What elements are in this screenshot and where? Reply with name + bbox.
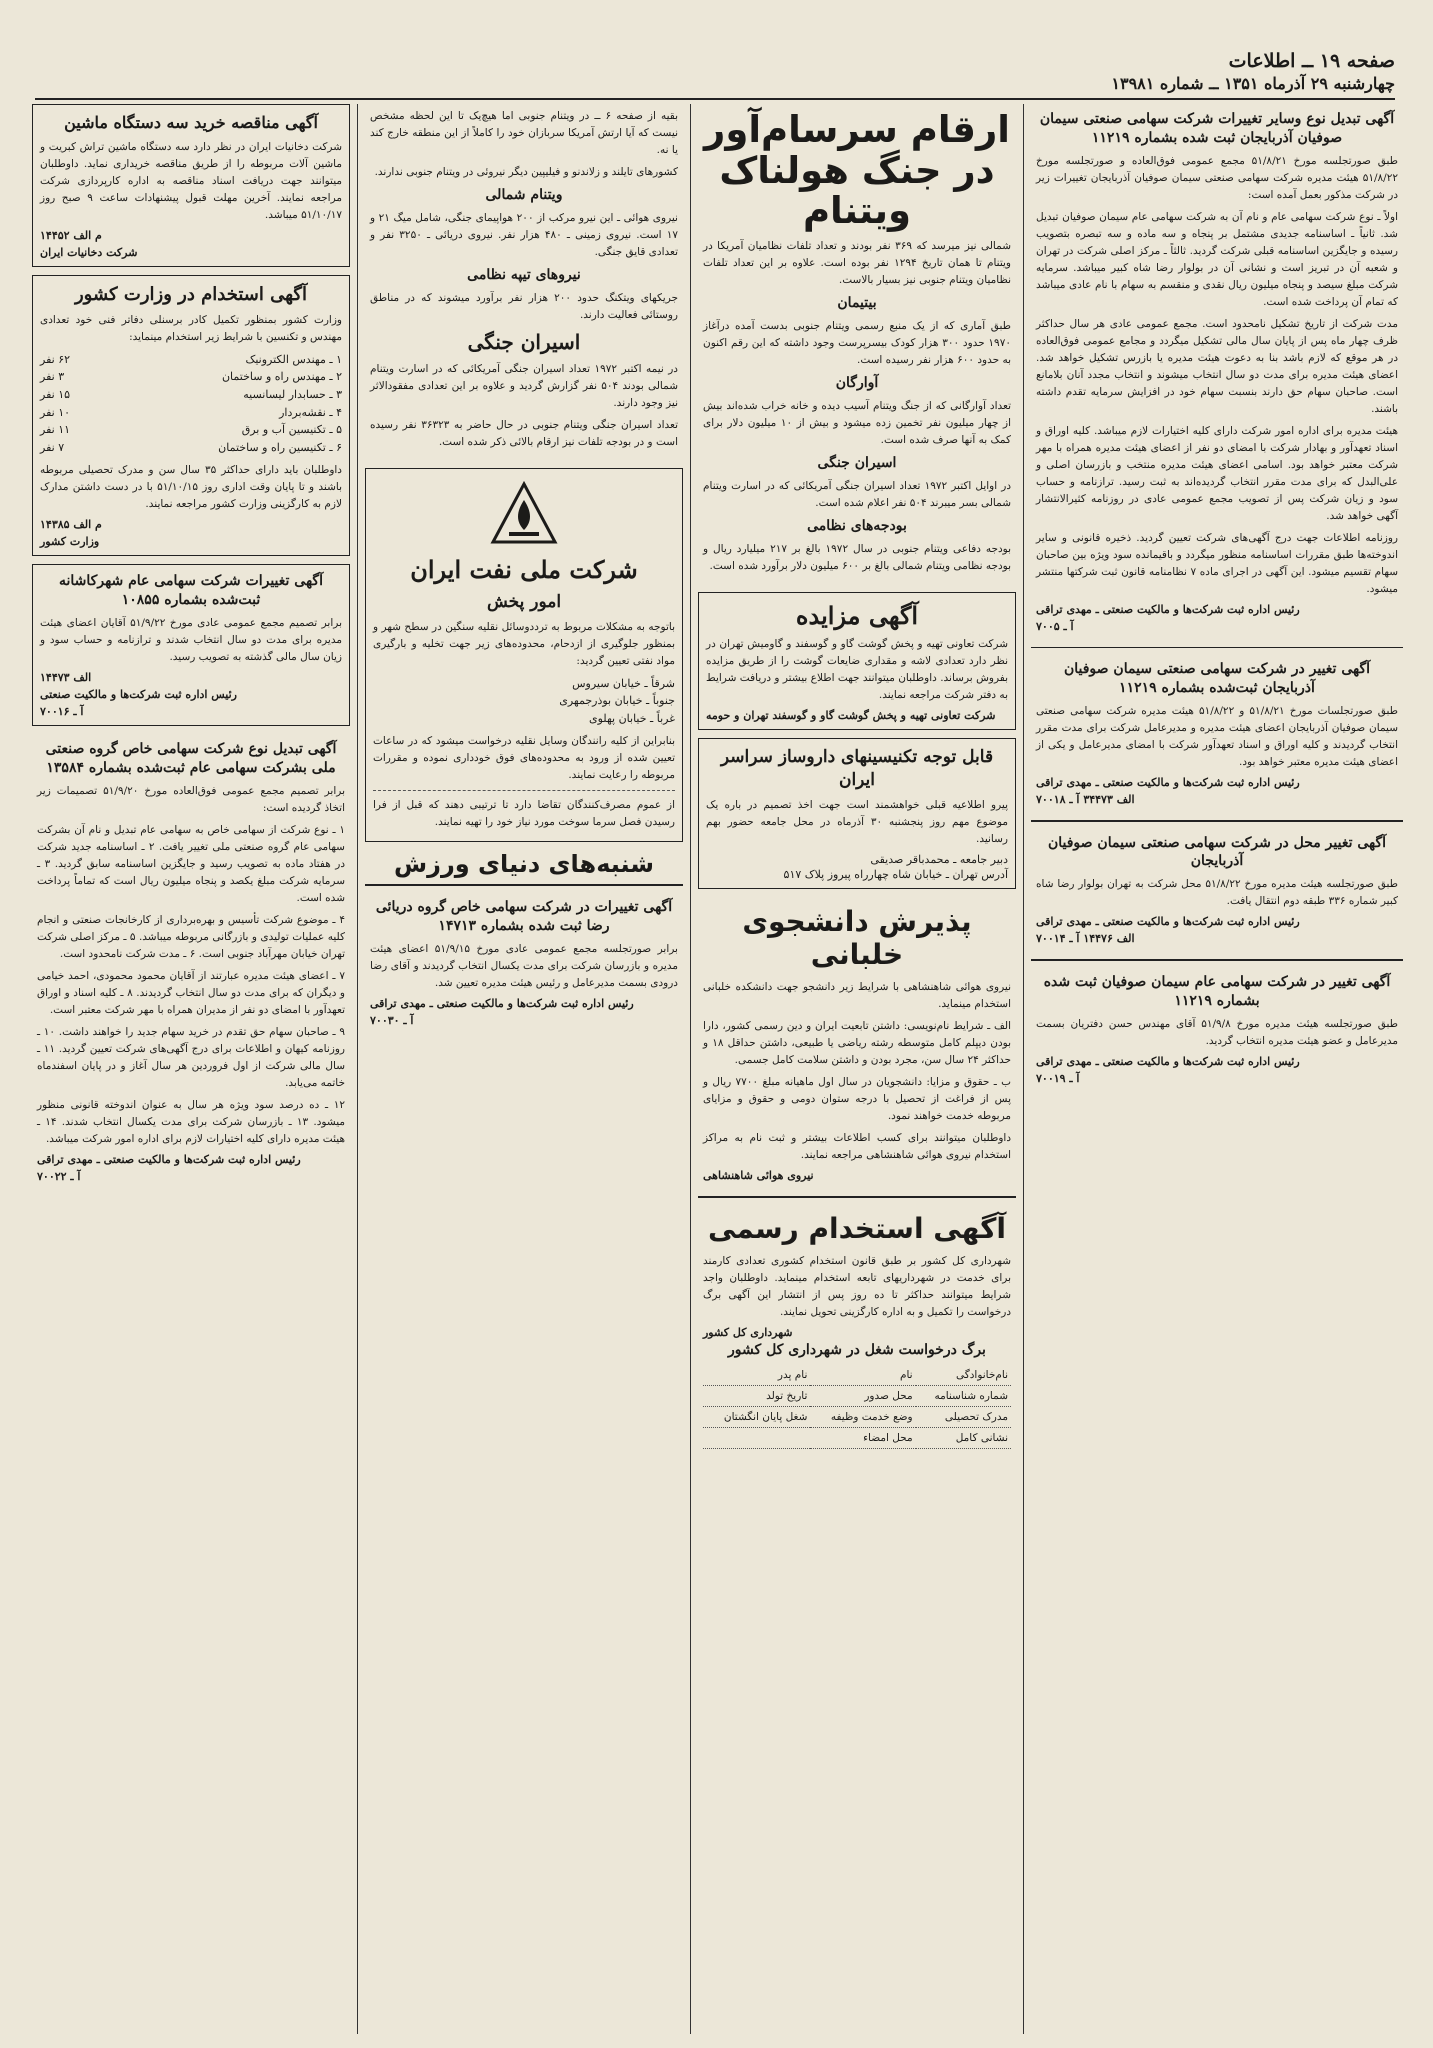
- ad-text: وزارت کشور بمنظور تکمیل کادر برسنلی دفاتر فنی خود تعدادی مهندس و تکنسین با شرایط زیر استخدام مینماید:: [40, 313, 342, 343]
- list-item: [40, 386, 342, 404]
- ad-title: آگهی استخدام در وزارت کشور: [74, 283, 307, 305]
- form-title: برگ درخواست شغل در شهرداری کل کشور: [728, 1341, 986, 1358]
- column-rule: [690, 104, 691, 2034]
- ad-code: الف ۱۴۴۷۶ آ ـ ۷۰۰۱۴: [1036, 932, 1135, 946]
- ad-title: آگهی تغییرات شرکت سهامی عام شهرکاشانه ثبت‌شده بشماره ۱۰۸۵۵: [59, 573, 323, 609]
- ad-signature: رئیس اداره ثبت شرکت‌ها و مالکیت صنعتی ـ مهدی تراقی: [1036, 915, 1300, 929]
- page-number: صفحه ۱۹ ــ اطلاعات: [1228, 50, 1395, 72]
- ad-signature: رئیس اداره ثبت شرکت‌ها و مالکیت صنعتی ـ مهدی تراقی: [1036, 602, 1300, 616]
- ad-code: م الف ۱۴۴۵۲: [40, 228, 102, 242]
- article-subheading: ویتنام شمالی: [485, 187, 563, 203]
- ad-signature: رئیس اداره ثبت شرکت‌ها و مالکیت صنعتی ـ مهدی تراقی: [1036, 776, 1300, 790]
- divider: [373, 790, 675, 791]
- ad-kashaneh: [32, 564, 350, 726]
- article-text: شمالی نیز میرسد که ۳۶۹ نفر بودند و تعداد تلفات نظامیان آمریکا در ویتنام تا همان تاریخ ۱۲۹۴ نفر بوده است. علاوه بر این تعداد تلفات نظامیان ویتنام جنوبی نیز بسیار بالاست.: [703, 240, 1011, 287]
- ad-code: آ ـ ۷۰۰۱۹: [1036, 1071, 1080, 1085]
- ad-text: برابر صورتجلسه مجمع عمومی عادی مورخ ۵۱/۹/۱۵ اعضای هیئت مدیره و بازرسان شرکت برای مدت یکسال انتخاب گردیدند و آقای رضا درودی بسمت مدیرعامل و رئیس هیئت مدیره تعیین شد.: [370, 942, 678, 989]
- ad-text: داوطلبان باید دارای حداکثر ۳۵ سال سن و مدرک تحصیلی مربوطه باشند و تا پایان وقت اداری روز ۵۱/۱۰/۱۵ با در دست داشتن مدارک لازم به کارگزینی وزارت کشور مراجعه نمایند.: [40, 464, 342, 511]
- ad-signature: رئیس اداره ثبت شرکت‌ها و مالکیت صنعتی ـ مهدی تراقی: [370, 996, 634, 1010]
- ad-text: الف ـ شرایط نام‌نویسی: داشتن تابعیت ایران و دین رسمی کشور، دارا بودن دیپلم کامل متوسطه رشته ریاضی یا طبیعی، داشتن حداقل ۱۸ و حداکثر ۲۴ سال سن، مجرد بودن و داشتن سلامت کامل جسمی.: [703, 1020, 1011, 1067]
- position-count: ۶۲ نفر: [40, 352, 71, 366]
- position-count: ۱۰ نفر: [40, 405, 71, 419]
- form-field: نام پدر: [703, 1365, 810, 1386]
- form-field: نام‌خانوادگی: [916, 1365, 1011, 1386]
- ad-national-industrial: [32, 734, 350, 1189]
- column-center-left: [365, 104, 683, 2034]
- article-text: کشورهای تایلند و زلاندنو و فیلیپین دیگر نیروئی در ویتنام جنوبی ندارند.: [374, 166, 678, 178]
- ad-text: هیئت مدیره برای اداره امور شرکت دارای کلیه اختیارات لازم میباشد. کلیه اوراق و اسناد تعهدآور و بهادار شرکت با امضای دو نفر از اعضای هیئت مدیره همراه با مهر شرکت معتبر خواهد بود. اسامی اعضای هیئت مدیره منتخب و بازرسان اصلی و علی‌البدل که برای مدت مقرر انتخاب گردیده‌اند به ثبت رسید. ترازنامه و حساب سود و زیان شرکت پس از تصویب مجمع عمومی عادی در روزنامه کثیرالانتشار آگهی خواهد شد.: [1036, 424, 1398, 522]
- ad-signature: شرکت دخانیات ایران: [40, 245, 138, 259]
- ad-cement-location: [1031, 828, 1403, 952]
- list-item: غرباً ـ خیابان پهلوی: [589, 711, 675, 725]
- list-item: [40, 439, 342, 457]
- list-item: [40, 404, 342, 422]
- form-field: محل صدور: [810, 1385, 915, 1406]
- ad-text: شرکت تعاونی تهیه و پخش گوشت گاو و گوسفند و گاومیش تهران در نظر دارد تعدادی لاشه و مقداری ضایعات گوشت را از طریق مزایده بفروش برساند. داوطلبان میتوانند جهت اطلاع بیشتر و دریافت شرایط به دفتر شرکت مراجعه نمایند.: [706, 638, 1008, 702]
- form-field: شماره شناسنامه: [916, 1385, 1011, 1406]
- ad-address: آدرس تهران ـ خیابان شاه چهارراه پیروز پلاک ۵۱۷: [783, 868, 1008, 882]
- form-field: شغل پایان انگشتان: [703, 1406, 810, 1427]
- ad-subtitle: امور پخش: [486, 591, 562, 612]
- application-form: [703, 1365, 1011, 1449]
- article-text: نیروی هوائی ـ این نیرو مرکب از ۲۰۰ هواپیمای جنگی، شامل میگ ۲۱ و ۱۷ است. نیروی زمینی ـ ۴۸۰ هزار نفر. نیروی دریائی ـ ۳۲۵۰ نفر و تعدادی قایق جنگی.: [370, 211, 678, 258]
- divider: [1031, 647, 1403, 649]
- ad-code: آ ـ ۷۰۰۵: [1036, 619, 1074, 633]
- ad-code: آ ـ ۷۰۰۳۰: [370, 1013, 414, 1027]
- list-item: جنوباً ـ خیابان بوذرجمهری: [559, 694, 675, 708]
- article-text: بودجه دفاعی ویتنام جنوبی در سال ۱۹۷۲ بالغ بر ۲۱۷ میلیارد ریال و بودجه نظامی ویتنام شمالی بالغ بر ۶۰۰ میلیون دلار برآورد شده است.: [703, 542, 1011, 572]
- form-field: مدرک تحصیلی: [916, 1406, 1011, 1427]
- divider: [1031, 959, 1403, 961]
- ad-title: قابل توجه تکنیسینهای داروساز سراسر ایران: [720, 747, 994, 791]
- position-count: ۷ نفر: [40, 440, 65, 454]
- ad-text: داوطلبان میتوانند برای کسب اطلاعات بیشتر و ثبت نام به مراکز استخدام نیروی هوائی شاهنشاهی مراجعه نمایند.: [703, 1132, 1011, 1162]
- divider: [1031, 820, 1403, 822]
- ad-text: برابر تصمیم مجمع عمومی فوق‌العاده مورخ ۵۱/۹/۲۰ تصمیمات زیر اتخاذ گردیده است:: [37, 785, 345, 815]
- ad-code: الف ۳۴۴۷۳ آ ـ ۷۰۰۱۸: [1036, 793, 1135, 807]
- ad-text: ب ـ حقوق و مزایا: دانشجویان در سال اول ماهیانه مبلغ ۷۷۰۰ ریال و پس از فراغت از تحصیل با درجه ستوان دومی و حقوق و مزایای مربوطه خدمت خواهند نمود.: [703, 1076, 1011, 1123]
- ad-cement-change: [1031, 654, 1403, 812]
- article-subheading: آوارگان: [835, 374, 879, 391]
- ad-signature: رئیس اداره ثبت شرکت‌ها و مالکیت صنعتی ـ مهدی تراقی: [1036, 1054, 1300, 1068]
- boundary-list: [373, 675, 675, 728]
- ad-text: طبق صورتجلسه هیئت مدیره مورخ ۵۱/۹/۸ آقای مهندس حسن دفتریان بسمت مدیرعامل و عضو هیئت مدیره انتخاب گردید.: [1036, 1017, 1398, 1047]
- ad-text: اولاً ـ نوع شرکت سهامی عام و نام آن به شرکت سهامی عام سیمان صوفیان تبدیل شد. ثانیاً ـ اساسنامه جدیدی مشتمل بر پنجاه و سه ماده و سه تبصره بتصویب رسیده و جایگزین اساسنامه قبلی شرکت گردید. ثالثاً ـ مرکز اصلی شرکت در تهران و شعبه آن در تبریز است و نشانی آن در بولوار رضا شاه کبیر میباشد. سرمایه شرکت مبلغ سیصد و پنجاه میلیون ریال نقدی و منقسم به سهام با نام عادی میباشد که تمام آن پرداخت شده است.: [1036, 210, 1398, 308]
- divider: [365, 884, 683, 886]
- ad-title: آگهی مناقصه خرید سه دستگاه ماشین: [64, 113, 318, 132]
- ad-text: ۹ ـ صاحبان سهام حق تقدم در خرید سهام جدید را خواهند داشت. ۱۰ ـ روزنامه کیهان و اطلاعات برای درج آگهی‌های شرکت تعیین گردید. ۱۱ ـ سال مالی شرکت از اول فروردین هر سال آغاز و در پایان اسفندماه خاتمه می‌یابد.: [37, 1026, 345, 1090]
- column-left: [32, 104, 350, 2034]
- ad-title: پذیرش دانشجوی خلبانی: [742, 905, 972, 972]
- ad-title: آگهی تغییر محل در شرکت سهامی صنعتی سیمان صوفیان آذربایجان: [1047, 834, 1387, 870]
- ad-code: آ ـ ۷۰۰۲۲: [37, 1170, 81, 1184]
- ad-text: ۱۲ ـ ده درصد سود ویژه هر سال به عنوان اندوخته قانونی منظور میشود. ۱۳ ـ بازرسان شرکت برای مدت یکسال انتخاب شدند. ۱۴ ـ هیئت مدیره دارای کلیه اختیارات لازم برای اداره امور شرکت میباشد.: [37, 1099, 345, 1146]
- article-text: در نیمه اکتبر ۱۹۷۲ تعداد اسیران جنگی آمریکائی که در اسارت ویتنام شمالی بودند ۵۰۴ نفر گزارش گردید و علاوه بر این تعدادی مفقودالاثر نیز وجود دارند.: [370, 362, 678, 409]
- ad-title: آگهی مزایده: [795, 600, 919, 630]
- column-rule: [1023, 104, 1024, 2034]
- ad-reza-marine: [365, 892, 683, 1033]
- ad-official-hiring: [698, 1204, 1016, 1453]
- nioc-logo-icon: [489, 480, 559, 550]
- ad-signature: دبیر جامعه ـ محمدباقر صدیقی: [870, 853, 1008, 867]
- form-field: نام: [810, 1365, 915, 1386]
- article-subheading: اسیران جنگی: [817, 454, 897, 471]
- ad-text: طبق صورتجلسه مورخ ۵۱/۸/۲۱ مجمع عمومی فوق‌العاده و صورتجلسه مورخ ۵۱/۸/۲۲ هیئت مدیره شرکت سهامی صنعتی سیمان صوفیان آذربایجان تغییرات زیر در شرکت مذکور بعمل آمده است:: [1036, 154, 1399, 201]
- ad-nioc: [365, 468, 683, 843]
- ad-signature: نیروی هوائی شاهنشاهی: [703, 1169, 814, 1183]
- article-subheading: بیتیمان: [837, 295, 877, 312]
- ad-pilot-admission: [698, 897, 1016, 1188]
- ad-text: ۱ ـ نوع شرکت از سهامی خاص به سهامی عام تبدیل و نام آن بشرکت سهامی عام گروه صنعتی ملی تغییر یافت. ۲ ـ اساسنامه جدید شرکت در هفتاد ماده به تصویب رسید و جایگزین اساسنامه سابق گردید. ۳ ـ سرمایه شرکت مبلغ یکصد و پنجاه میلیون ریال است که تماماً پرداخت شده است.: [37, 824, 346, 905]
- position-role: ۲ ـ مهندس راه و ساختمان: [221, 370, 342, 384]
- ad-text: بنابراین از کلیه رانندگان وسایل نقلیه درخواست میشود که در ساعات تعیین شده از ورود به محدوده‌های فوق خودداری نموده و مقررات مربوطه را رعایت نمایند.: [373, 735, 675, 782]
- ad-code: الف ۱۴۴۷۳: [40, 671, 92, 685]
- form-field: محل امضاء: [810, 1427, 915, 1448]
- article-text: جریکهای ویتکنگ حدود ۲۰۰ هزار نفر برآورد میشوند که در مناطق روستائی فعالیت دارند.: [370, 291, 678, 321]
- article-headline: ارقام سرسام‌آور در جنگ هولناک ویتنام: [704, 108, 1010, 233]
- column-right: [1031, 104, 1403, 2034]
- divider: [698, 1196, 1016, 1198]
- ad-title: آگهی تبدیل نوع شرکت سهامی خاص گروه صنعتی ملی بشرکت سهامی عام ثبت‌شده بشماره ۱۳۵۸۴: [45, 741, 337, 777]
- ad-text: از عموم مصرف‌کنندگان تقاضا دارد تا ترتیبی دهند که قبل از فرا رسیدن فصل سرما سوخت مورد نیاز خود را تهیه نمایند.: [373, 799, 675, 829]
- article-text: تعداد اسیران جنگی ویتنام جنوبی در حال حاضر به ۳۶۳۲۳ نفر رسیده است و در بودجه تلفات نیز ارقام بالائی ذکر شده است.: [370, 418, 678, 448]
- form-field: نشانی کامل: [916, 1427, 1011, 1448]
- positions-list: [40, 351, 342, 457]
- ad-interior-hiring: [32, 275, 350, 557]
- issue-date: چهارشنبه ۲۹ آذرماه ۱۳۵۱ ــ شماره ۱۳۹۸۱: [1111, 74, 1395, 93]
- position-role: ۵ ـ تکنیسین آب و برق: [241, 423, 342, 437]
- position-role: ۱ ـ مهندس الکترونیک: [245, 352, 342, 366]
- column-center-right: [698, 104, 1016, 2034]
- list-item: [40, 421, 342, 439]
- ad-pharma-technicians: [698, 738, 1016, 889]
- ad-title: آگهی تبدیل نوع وسایر تغییرات شرکت سهامی صنعتی سیمان صوفیان آذربایجان ثبت شده بشماره ۱۱۲۱۹: [1039, 111, 1395, 146]
- sport-banner: شنبه‌های دنیای ورزش: [394, 850, 654, 879]
- ad-code: م الف ۱۴۳۸۵: [40, 518, 102, 532]
- position-count: ۱۱ نفر: [40, 423, 71, 437]
- ad-text: روزنامه اطلاعات جهت درج آگهی‌های شرکت تعیین گردید. ذخیره قانونی و سایر اندوخته‌ها طبق مقررات اساسنامه منظور میگردد و باقیمانده سود ویژه بین صاحبان سهام تقسیم میشود. این آگهی در اجرای ماده ۷ نظامنامه قانون ثبت شرکتها منتشر میشود.: [1036, 531, 1398, 595]
- position-role: ۶ ـ تکنیسین راه و ساختمان: [218, 440, 342, 454]
- form-field: وضع خدمت وظیفه: [810, 1406, 915, 1427]
- article-text: تعداد آوارگانی که از جنگ ویتنام آسیب دیده و خانه خراب شده‌اند بیش از چهار میلیون نفر تخمین زده میشود و بیش از ۱۰ میلیون دلار برای کمک به آنها صرف شده است.: [703, 399, 1012, 446]
- ad-text: پیرو اطلاعیه قبلی خواهشمند است جهت اخذ تصمیم در باره یک موضوع مهم روز پنجشنبه ۳۰ آذرماه در محل جامعه حضور بهم رسانید.: [706, 799, 1008, 846]
- ad-title: شرکت ملی نفت ایران: [410, 554, 638, 584]
- list-item: [40, 351, 342, 369]
- ad-text: باتوجه به مشکلات مربوط به ترددوسائل نقلیه سنگین در سطح شهر و بمنظور جلوگیری از ازدحام، محدوده‌های زیر جهت تخلیه و بارگیری مواد نفتی تعیین گردید:: [373, 620, 675, 667]
- ad-signature: وزارت کشور: [40, 535, 100, 549]
- article-subheading: نیروهای تیپه نظامی: [467, 266, 581, 283]
- article-text: طبق آماری که از یک منبع رسمی ویتنام جنوبی بدست آمده درآغاز ۱۹۷۰ حدود ۳۰۰ هزار کودک بیسرپرست وجود داشته که این رقم اکنون به حدود ۶۰۰ هزار نفر رسیده است.: [703, 319, 1011, 366]
- masthead: [35, 50, 1395, 100]
- position-role: ۴ ـ نقشه‌بردار: [279, 405, 342, 419]
- article-subheading: اسیران جنگی: [467, 329, 581, 354]
- ad-tender-machines: [32, 104, 350, 267]
- list-item: [40, 368, 342, 386]
- ad-text: ۷ ـ اعضای هیئت مدیره عبارتند از آقایان محمود محمودی، احمد خیامی و دیگران که برای مدت دو سال انتخاب گردیدند. ۸ ـ کلیه اسناد و اوراق تعهدآور با امضای دو نفر از مدیران همراه با مهر شرکت معتبر است.: [37, 970, 346, 1017]
- ad-title: آگهی تغییر در شرکت سهامی عام سیمان صوفیان ثبت شده بشماره ۱۱۲۱۹: [1043, 973, 1391, 1009]
- ad-code: آ ـ ۷۰۰۱۶: [40, 705, 84, 719]
- position-count: ۱۵ نفر: [40, 388, 71, 402]
- article-text: در اوایل اکتبر ۱۹۷۲ تعداد اسیران جنگی آمریکائی که در اسارت ویتنام شمالی بسر میبرند ۵۰۴ نفر اعلام شده است.: [703, 479, 1011, 509]
- vietnam-article: [698, 104, 1016, 584]
- ad-auction-meat: [698, 592, 1016, 731]
- ad-cement-director: [1031, 967, 1403, 1091]
- article-subheading: بودجه‌های نظامی: [807, 517, 907, 534]
- position-role: ۳ ـ حسابدار لیسانسیه: [243, 388, 342, 402]
- ad-title: آگهی تغییرات در شرکت سهامی خاص گروه دریائی رضا ثبت شده بشماره ۱۴۷۱۳: [375, 898, 673, 934]
- ad-text: شهرداری کل کشور بر طبق قانون استخدام کشوری تعدادی کارمند برای خدمت در شهرداریهای تابعه استخدام مینماید. داوطلبان واجد شرایط میتوانند حداکثر تا ده روز پس از انتشار این آگهی برگ درخواست را تکمیل و به اداره کارگزینی تحویل نمایند.: [703, 1254, 1011, 1318]
- ad-signature: رئیس اداره ثبت شرکت‌ها و مالکیت صنعتی: [40, 688, 237, 702]
- ad-signature: شهرداری کل کشور: [703, 1325, 793, 1339]
- ad-text: مدت شرکت از تاریخ تشکیل نامحدود است. مجمع عمومی عادی هر سال حداکثر ظرف چهار ماه پس از پایان سال مالی تشکیل میگردد و مجامع عمومی فوق‌العاده در هر موقع که لازم باشد بنا به دعوت هیئت مدیره یا بازرس تشکیل خواهد شد. اعضای هیئت مدیره برای مدت دو سال انتخاب میشوند و انتخاب مجدد آنان بلامانع است. صاحبان سهام حق دارند بنسبت سهام خود در افزایش سرمایه تقدم داشته باشند.: [1036, 317, 1398, 415]
- vietnam-article-continued: [365, 104, 683, 460]
- ad-text: طبق صورتجلسه هیئت مدیره مورخ ۵۱/۸/۲۲ محل شرکت به تهران بولوار رضا شاه کبیر شماره ۳۳۶ طبقه دوم انتقال یافت.: [1036, 878, 1398, 908]
- column-rule: [357, 104, 358, 2034]
- form-field: تاریخ تولد: [703, 1385, 810, 1406]
- ad-cement-conversion: [1031, 104, 1403, 639]
- ad-signature: شرکت تعاونی تهیه و پخش گوشت گاو و گوسفند تهران و حومه: [706, 709, 996, 723]
- ad-title: آگهی تغییر در شرکت سهامی صنعتی سیمان صوفیان آذربایجان ثبت‌شده بشماره ۱۱۲۱۹: [1063, 661, 1371, 697]
- ad-signature: رئیس اداره ثبت شرکت‌ها و مالکیت صنعتی ـ مهدی تراقی: [37, 1153, 301, 1167]
- ad-text: برابر تصمیم مجمع عمومی عادی مورخ ۵۱/۹/۲۲ آقایان اعضای هیئت مدیره برای مدت دو سال انتخاب شدند و ترازنامه و حساب سود و زیان سال مالی گذشته به تصویب رسید.: [40, 617, 342, 664]
- article-text: بقیه از صفحه ۶ ــ در ویتنام جنوبی اما هیچ‌یک تا این لحظه مشخص نیست که آیا ارتش آمریکا سربازان خود را کاملاً از این منطقه خارج کند یا نه.: [370, 110, 678, 156]
- ad-text: نیروی هوائی شاهنشاهی با شرایط زیر دانشجو جهت دانشکده خلبانی استخدام مینماید.: [703, 981, 1011, 1011]
- position-count: ۳ نفر: [40, 370, 65, 384]
- ad-text: طبق صورتجلسات مورخ ۵۱/۸/۲۱ و ۵۱/۸/۲۲ هیئت مدیره شرکت سهامی صنعتی سیمان صوفیان آذربایجان اعضای هیئت مدیره و مدیرعامل شرکت برای مدت مقرر انتخاب گردیدند و کلیه اوراق و اسناد تعهدآور شرکت با امضای مدیرعامل و یکی از اعضای هیئت مدیره معتبر خواهد بود.: [1036, 705, 1398, 769]
- list-item: شرقاً ـ خیابان سیروس: [572, 676, 675, 690]
- ad-text: شرکت دخانیات ایران در نظر دارد سه دستگاه ماشین تراش کبریت و ماشین آلات مربوطه را از طریق مناقصه خریداری نماید. داوطلبان میتوانند جهت دریافت اسناد مناقصه به اداره کارپردازی شرکت مراجعه نمایند. آخرین مهلت قبول پیشنهادات ساعت ۹ صبح روز ۵۱/۱۰/۱۷ میباشد.: [40, 140, 343, 221]
- ad-text: ۴ ـ موضوع شرکت تأسیس و بهره‌برداری از کارخانجات صنعتی و انجام کلیه عملیات تولیدی و بازرگانی مربوطه میباشد. ۵ ـ مرکز اصلی شرکت تهران خیابان مهرآباد جنوبی است. ۶ ـ مدت شرکت نامحدود است.: [37, 914, 345, 961]
- ad-title: آگهی استخدام رسمی: [708, 1211, 1006, 1245]
